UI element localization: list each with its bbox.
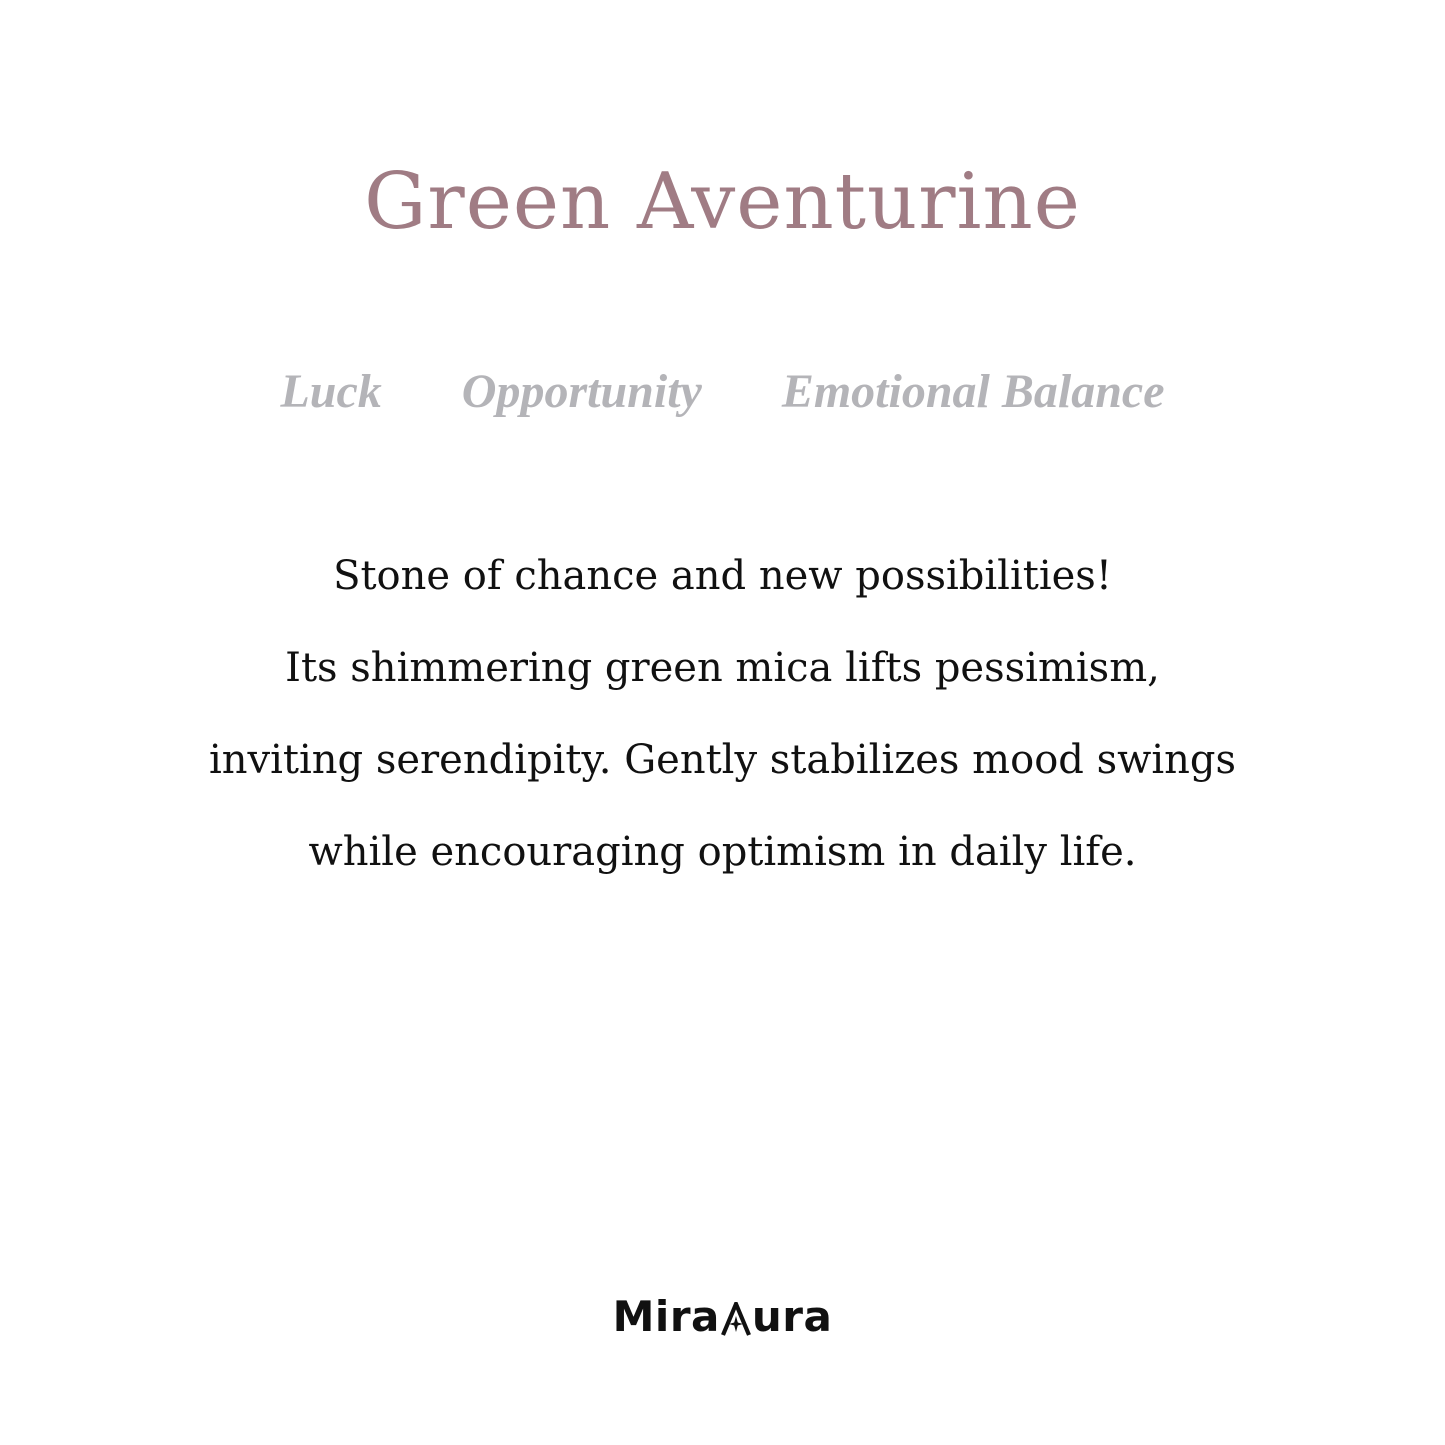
stone-description [0,530,1445,898]
keyword-list [0,366,1445,419]
keyword-opportunity: Opportunity [461,365,702,418]
stylized-a-icon [721,1302,751,1336]
brand-suffix: ura [751,1292,833,1341]
description-line-2: Its shimmering green mica lifts pessimism, [285,645,1160,691]
stone-title: Green Aventurine [364,157,1081,247]
description-line-4: while encouraging optimism in daily life. [308,829,1137,875]
brand-prefix: Mira [612,1292,720,1341]
keyword-emotional-balance: Emotional Balance [781,365,1165,418]
brand-logo [0,1292,1445,1341]
description-line-3: inviting serendipity. Gently stabilizes mood swings [208,737,1237,783]
description-line-1: Stone of chance and new possibilities! [333,553,1112,599]
keyword-luck: Luck [280,365,382,418]
